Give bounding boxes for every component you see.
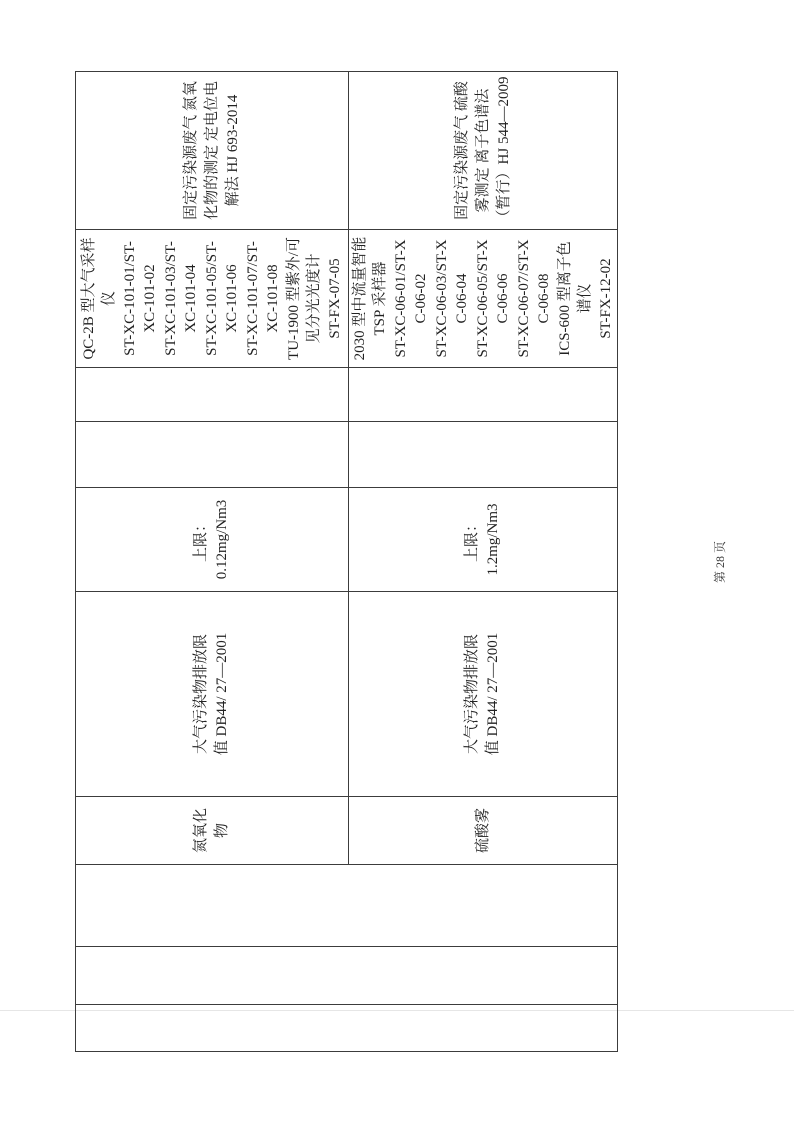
standard-cell: [349, 592, 618, 797]
results-table: [75, 71, 618, 1052]
merged-empty-cell: [76, 1005, 618, 1052]
table-row-nitrogen-oxides: [76, 72, 349, 1052]
equipment-cell: [349, 230, 618, 368]
empty-cell: [76, 422, 349, 488]
limit-line: 1.2mg/Nm3: [485, 503, 501, 576]
method-line: 解法 HJ 693-2014: [224, 94, 241, 207]
equipment-cell: [76, 230, 349, 368]
item-line: 硫酸雾: [474, 808, 491, 854]
equipment-line: TSP 采样器: [372, 261, 389, 336]
method-cell: [349, 72, 618, 230]
equipment-line: ST-XC-101-03/ST-: [162, 241, 179, 356]
equipment-line: 谱仪: [577, 283, 594, 314]
equipment-line: ST-XC-101-07/ST-: [244, 241, 261, 356]
method-line: 固定污染源废气 氮氧: [182, 81, 199, 220]
equipment-line: ST-XC-06-01/ST-X: [392, 239, 409, 358]
equipment-line: ST-FX-07-05: [326, 258, 343, 339]
equipment-line: ICS-600 型离子色: [556, 241, 573, 356]
equipment-line: XC-101-08: [265, 264, 282, 333]
equipment-line: XC-101-04: [183, 264, 200, 333]
equipment-line: 仪: [101, 291, 118, 307]
method-line: 固定污染源废气 硫酸: [453, 81, 470, 220]
standard-line: 大气污染物排放限: [193, 634, 209, 755]
method-cell: [76, 72, 349, 230]
equipment-line: C-06-04: [454, 273, 471, 324]
equipment-line: C-06-02: [413, 273, 430, 324]
empty-cell: [76, 368, 349, 422]
limit-line: 0.12mg/Nm3: [214, 499, 230, 580]
equipment-line: C-06-06: [495, 273, 512, 324]
limit-line: 上限：: [193, 517, 209, 563]
empty-cell: [349, 368, 618, 422]
equipment-line: ST-XC-06-03/ST-X: [433, 239, 450, 358]
standard-line: 大气污染物排放限: [464, 634, 480, 755]
equipment-line: ST-FX-12-02: [597, 258, 614, 339]
method-line: （暂行）HJ 544—2009: [495, 76, 512, 225]
limit-cell: [76, 488, 349, 592]
rotated-table-container: [75, 72, 617, 1052]
equipment-line: QC-2B 型大气采样: [80, 237, 97, 360]
equipment-line: ST-XC-101-01/ST-: [121, 241, 138, 356]
equipment-line: XC-101-02: [142, 264, 159, 333]
equipment-line: XC-101-06: [224, 264, 241, 333]
item-cell: [76, 797, 349, 865]
limit-line: 上限：: [464, 517, 480, 563]
equipment-line: C-06-08: [536, 273, 553, 324]
item-line: 物: [214, 823, 230, 839]
merged-empty-cell: [76, 865, 618, 947]
standard-line: 值 DB44/ 27—2001: [214, 632, 230, 756]
item-line: 氮氧化: [193, 808, 209, 854]
standard-line: 值 DB44/ 27—2001: [485, 632, 501, 756]
empty-cell: [349, 422, 618, 488]
item-cell: [349, 797, 618, 865]
equipment-line: ST-XC-06-07/ST-X: [515, 239, 532, 358]
method-line: 化物的测定 定电位电: [203, 81, 220, 220]
equipment-line: ST-XC-101-05/ST-: [203, 241, 220, 356]
equipment-line: 2030 型中流量智能: [351, 236, 368, 361]
equipment-line: ST-XC-06-05/ST-X: [474, 239, 491, 358]
limit-cell: [349, 488, 618, 592]
page-number: 第 28 页: [713, 541, 727, 584]
equipment-line: 见分光光度计: [306, 253, 323, 344]
standard-cell: [76, 592, 349, 797]
equipment-line: TU-1900 型紫外/可: [285, 237, 302, 360]
method-line: 雾测定 离子色谱法: [474, 88, 491, 213]
merged-empty-cell: [76, 947, 618, 1005]
